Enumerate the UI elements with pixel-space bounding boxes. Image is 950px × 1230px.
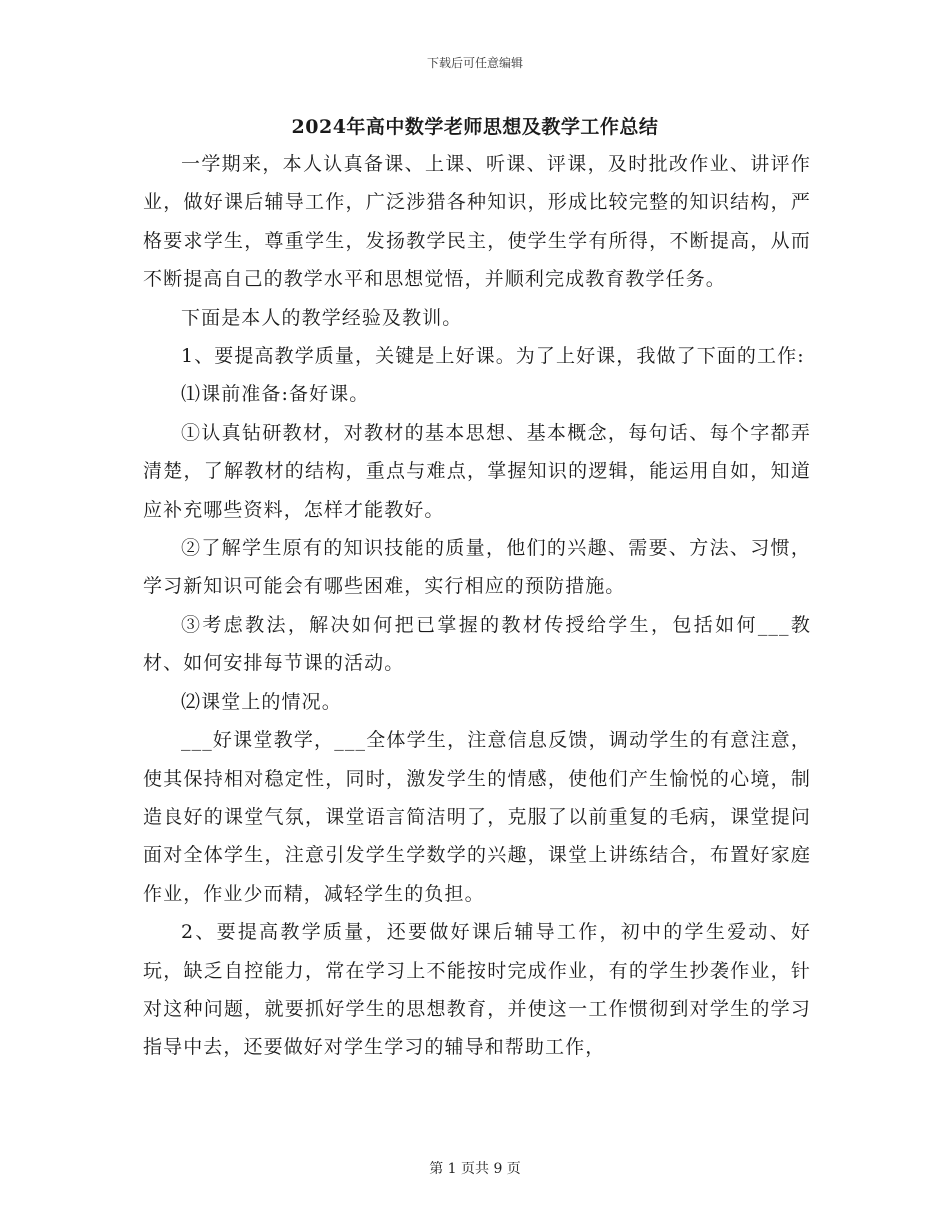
body-paragraph: ⑴课前准备:备好课。 (181, 383, 370, 406)
body-paragraph: ①认真钻研教材，对教材的基本思想、基本概念，每句话、每个字都弄清楚，了解教材的结构，重点与难点，掌握知识的逻辑，能运用自如，知道应补充哪些资料，怎样才能教好。 (143, 421, 811, 521)
body-paragraph: 2、要提高教学质量，还要做好课后辅导工作，初中的学生爱动、好玩，缺乏自控能力，常在学习上不能按时完成作业，有的学生抄袭作业，针对这种问题，就要抓好学生的思想教育，并使这一工作惯彻到对学生的学习指导中去，还要做好对学生学习的辅导和帮助工作， (143, 921, 811, 1059)
page-number: 第 1 页共 9 页 (429, 1161, 521, 1177)
page-header-note: 下载后可任意编辑 (426, 56, 523, 70)
body-paragraph: ②了解学生原有的知识技能的质量，他们的兴趣、需要、方法、习惯，学习新知识可能会有哪些困难，实行相应的预防措施。 (143, 537, 811, 598)
document-title: 2024年高中数学老师思想及教学工作总结 (291, 116, 659, 138)
body-paragraph: ③考虑教法，解决如何把已掌握的教材传授给学生，包括如何___教材、如何安排每节课的活动。 (143, 613, 811, 675)
body-paragraph: 1、要提高教学质量，关键是上好课。为了上好课，我做了下面的工作: (181, 345, 805, 368)
body-paragraph: ⑵课堂上的情况。 (181, 690, 342, 713)
body-paragraph: 一学期来，本人认真备课、上课、听课、评课，及时批改作业、讲评作业，做好课后辅导工作，广泛涉猎各种知识，形成比较完整的知识结构，严格要求学生，尊重学生，发扬教学民主，使学生学有所得，不断提高，从而不断提高自己的教学水平和思想觉悟，并顺利完成教育教学任务。 (143, 153, 811, 291)
document-body (143, 145, 811, 1067)
body-paragraph: ___好课堂教学，___全体学生，注意信息反馈，调动学生的有意注意，使其保持相对稳定性，同时，激发学生的情感，使他们产生愉悦的心境，制造良好的课堂气氛，课堂语言简洁明了，克服了以前重复的毛病，课堂提问面对全体学生，注意引发学生学数学的兴趣，课堂上讲练结合，布置好家庭作业，作业少而精，减轻学生的负担。 (143, 729, 811, 905)
body-paragraph: 下面是本人的教学经验及教训。 (181, 306, 463, 329)
